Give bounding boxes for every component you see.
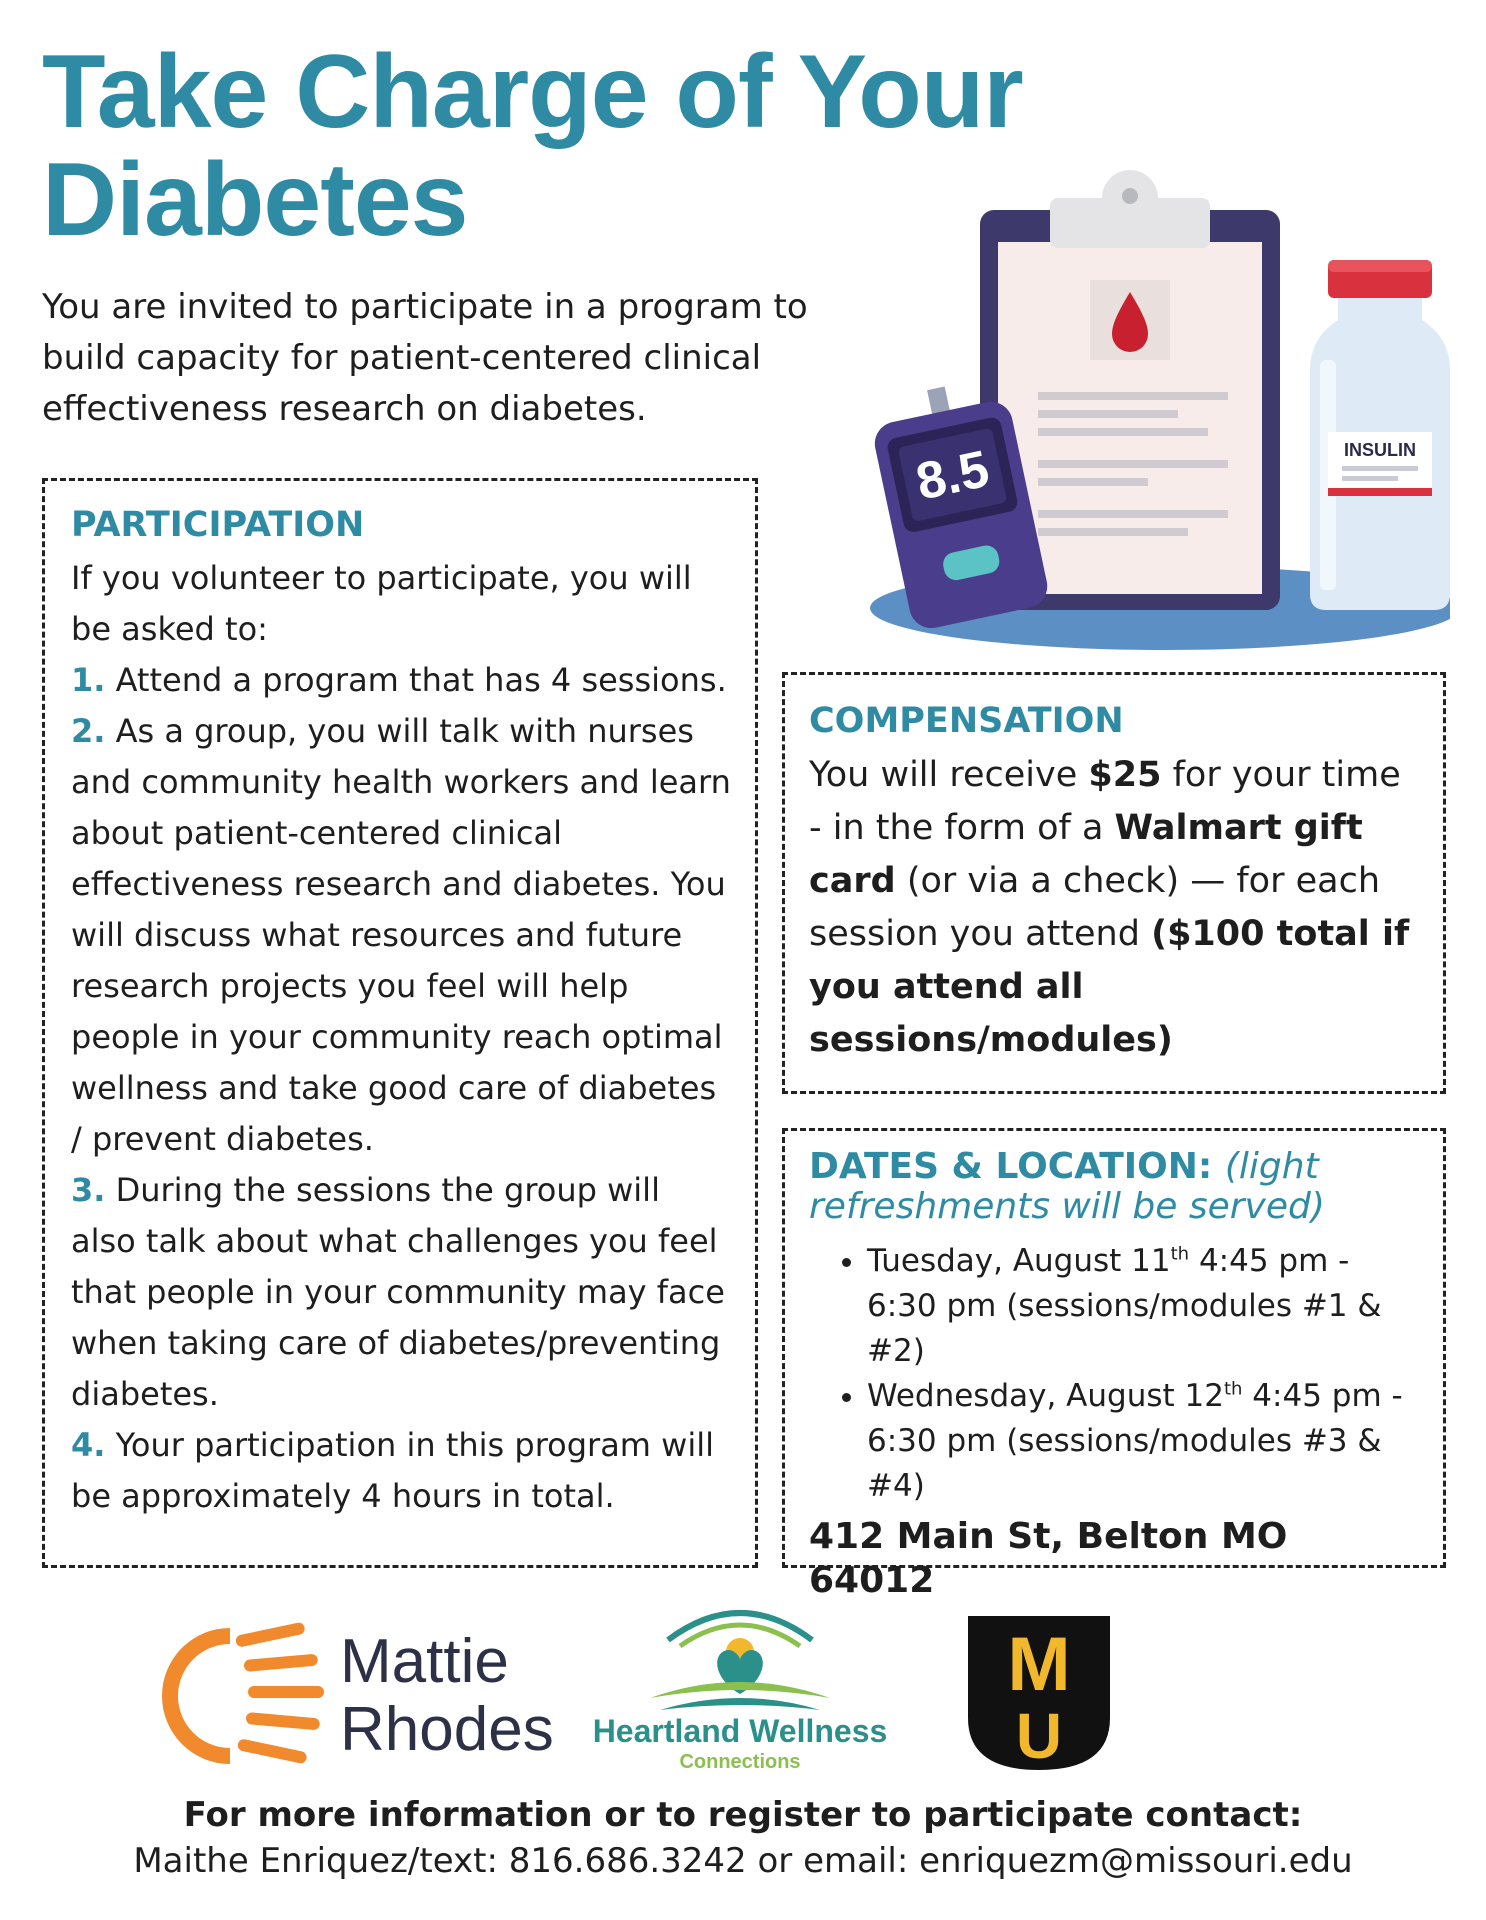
sunburst-icon [162,1622,324,1765]
compensation-part: You will receive [809,755,1089,795]
date-suffix: th [1223,1378,1243,1400]
date-time: 4:45 pm - 6:30 pm (sessions/modules #1 & #2) [867,1243,1382,1369]
participation-box [42,478,758,1568]
participation-item [71,1420,731,1522]
compensation-text [809,749,1421,1067]
bottle-label-text: INSULIN [1344,440,1416,460]
mattie-text: Mattie [340,1627,509,1696]
compensation-heading: COMPENSATION [809,701,1124,741]
mu-letter-m: M [1007,1622,1071,1707]
dates-heading-label: DATES & LOCATION: [809,1146,1213,1187]
participation-heading: PARTICIPATION [71,505,365,545]
compensation-part: for your time - in the form of a [809,755,1401,848]
item-number: 4. [71,1426,106,1464]
meter-reading: 8.5 [911,439,995,512]
contact-section [0,1792,1486,1884]
item-text: Your participation in this program will be approximately 4 hours in total. [71,1426,714,1515]
participation-item [71,1165,731,1420]
compensation-box [782,672,1446,1094]
page-title: Take Charge of Your Diabetes [42,34,1023,258]
partner-logos [0,1590,1486,1780]
heartland-wellness-logo [593,1613,888,1773]
item-text: Attend a program that has 4 sessions. [115,661,727,699]
date-suffix: th [1170,1243,1190,1265]
rhodes-text: Rhodes [340,1695,554,1764]
mizzou-logo [968,1616,1110,1772]
contact-details: Maithe Enriquez/text: 816.686.3242 or email: enriquezm@missouri.edu [133,1841,1353,1881]
date-time: 4:45 pm - 6:30 pm (sessions/modules #3 & #4) [867,1378,1403,1504]
date-item [867,1374,1421,1509]
mattie-rhodes-logo [162,1622,554,1765]
item-number: 3. [71,1171,106,1209]
date-item [867,1239,1421,1374]
item-number: 2. [71,712,106,750]
item-text: As a group, you will talk with nurses and community health workers and learn about patient-centered clinical effectiveness research and diabetes. You will discuss what resources and future research projects you feel will help people in your community reach optimal wellness and take good care of diabetes / prevent diabetes. [71,712,731,1158]
mu-letter-u: U [1015,1700,1063,1772]
participation-intro: If you volunteer to participate, you will be asked to: [71,559,692,648]
item-text: During the sessions the group will also talk about what challenges you feel that people in your community may face when taking care of diabetes/preventing diabetes. [71,1171,725,1413]
date-day: Wednesday, August 12 [867,1378,1224,1414]
contact-heading: For more information or to register to participate contact: [183,1795,1303,1835]
dates-heading [809,1147,1421,1227]
dates-box [782,1128,1446,1601]
compensation-card: Walmart gift card [809,808,1363,901]
diabetes-illustration [850,170,1450,650]
item-number: 1. [71,661,106,699]
dates-note: (light refreshments will be served) [809,1146,1325,1227]
compensation-amount: $25 [1088,755,1162,795]
compensation-part: (or via a check) — for each session you attend [809,861,1381,954]
address: 412 Main St, Belton MO 64012 [809,1516,1288,1601]
connections-text: Connections [679,1751,801,1773]
date-day: Tuesday, August 11 [867,1243,1171,1279]
heartland-text: Heartland Wellness [592,1713,888,1749]
intro-text: You are invited to participate in a program to build capacity for patient-centered clinical effectiveness research on diabetes. [42,287,808,429]
compensation-total: ($100 total if you attend all sessions/modules) [809,914,1410,1060]
dates-list [809,1239,1421,1509]
participation-item [71,706,731,1165]
participation-item [71,655,731,706]
